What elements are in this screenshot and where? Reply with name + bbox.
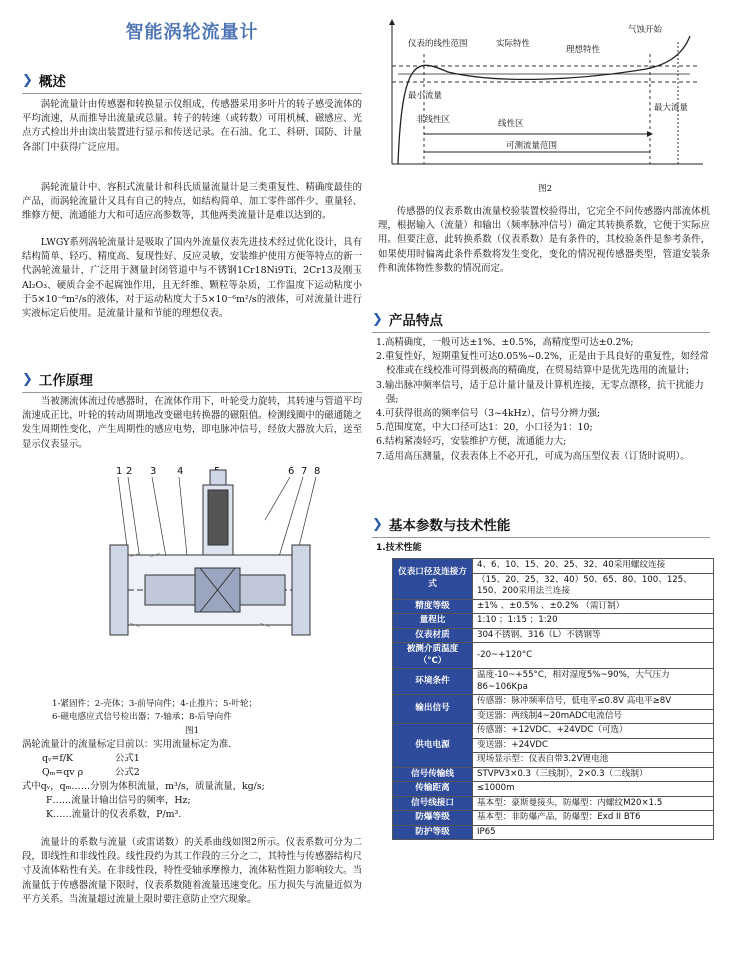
param-name: 仪表口径及连接方式	[393, 559, 473, 600]
param-value: -20~+120°C	[473, 643, 714, 669]
param-name: 防爆等级	[393, 811, 473, 826]
section-title: 产品特点	[388, 313, 443, 329]
param-value: ±1% 、±0.5% 、±0.2% （需订制）	[473, 599, 714, 614]
fig1-legend-line1: 1-紧固件；2-壳体；3-前导向件；4-止推片；5-叶轮；	[52, 699, 258, 709]
table-row	[393, 695, 714, 710]
param-value: 1:10 ；1:15 ；1:20	[473, 614, 714, 629]
fig-num-3: 3	[150, 466, 157, 477]
param-name: 环境条件	[393, 669, 473, 695]
section-overview-heading	[22, 70, 362, 94]
formula-1-label: 公式1	[115, 753, 140, 764]
param-value: 变送器：+24VDC	[473, 738, 714, 753]
param-name: 防护等级	[393, 825, 473, 840]
tech-table-wrap	[392, 558, 714, 840]
section-title: 概述	[38, 74, 66, 90]
table-row	[393, 669, 714, 695]
table-row	[393, 825, 714, 840]
table-row	[393, 782, 714, 797]
table-row	[393, 628, 714, 643]
param-value: 现场显示型：仪表自带3.2V锂电池	[473, 753, 714, 768]
fig2-caption: 图2	[538, 184, 553, 194]
feature-item: 2.重复性好，短期重复性可达0.05%~0.2%，正是由于具良好的重复性，如经常校准或在线校准可得到极高的精确度，在贸易结算中是优先选用的流量计;	[376, 351, 709, 377]
feature-item: 4.可获得很高的频率信号（3~4kHz），信号分辨力强;	[376, 408, 601, 420]
page-title: 智能涡轮流量计	[125, 22, 259, 43]
param-name: 信号传输线	[393, 767, 473, 782]
param-value: 4、6、10、15、20、25、32、40采用螺纹连接	[473, 559, 714, 574]
param-name: 量程比	[393, 614, 473, 629]
param-value: 304不锈钢、316（L）不锈钢等	[473, 628, 714, 643]
param-name: 仪表材质	[393, 628, 473, 643]
feature-item: 1.高精确度，一般可达±1%、±0.5%，高精度型可达±0.2%;	[376, 337, 634, 348]
overview-para-2: 涡轮流量计中、容积式流量计和科氏质量流量计是三类重复性、精确度最佳的产品，而涡轮流量计又具有自己的特点，如结构简单、加工零件部件少、重量轻、维修方便、流通能力大和可适应高参数等，其他两类流量计是难以达到的。	[22, 182, 362, 222]
feature-item: 3.输出脉冲频率信号，适于总计量计量及计算机连接，无零点漂移，抗干扰能力强;	[376, 379, 704, 405]
param-name: 输出信号	[393, 695, 473, 724]
fig1-legend-line2: 6-磁电感应式信号检出器；7-轴承；8-后导向件	[52, 712, 232, 722]
principle-para: 当被测流体流过传感器时，在流体作用下，叶轮受力旋转，其转速与管道平均流速成正比，叶轮的转动周期地改变磁电转换器的磁阻值。检测线圈中的磁通随之发生周期性变化，产生周期性的感应电势，即电脉冲信号，经放大器放大后，送至显示仪表显示。	[22, 396, 362, 450]
param-value: 传感器：脉冲频率信号，低电平≤0.8V 高电平≥8V	[473, 695, 714, 710]
feature-item: 6.结构紧凑轻巧，安装维护方便，流通能力大;	[376, 436, 567, 448]
table-row	[393, 796, 714, 811]
bottom-para: 流量计的系数与流量（或雷诺数）的关系曲线如图2所示。仪表系数可分为二段，即线性和非线性段。线性段约为其工作段的三分之二，其特性与传感器结构尺寸及流体粘性有关。在非线性段，特性受轴承摩擦力，流体粘性阻力影响较大。当流量低于传感器流量下限时，仪表系数随着流量迅速变化。压力损失与流量近似为平方关系。当流量超过流量上限时要注意防止空穴现象。	[22, 837, 362, 905]
table-row	[393, 724, 714, 739]
features-list	[376, 336, 710, 464]
param-name: 被测介质温度（°C）	[393, 643, 473, 669]
param-value: 基本型：非防爆产品，防爆型：Exd II BT6	[473, 811, 714, 826]
feature-item: 5.范围度宽，中大口径可达1：20，小口径为1：10;	[376, 422, 593, 434]
fig1-caption: 图1	[185, 726, 200, 736]
param-value: STVPV3×0.3（三线制），2×0.3（二线制）	[473, 767, 714, 782]
fig-num-1: 1	[116, 466, 123, 477]
table-row	[393, 559, 714, 574]
chevron-right-icon: ❯	[372, 516, 383, 532]
param-value: 基本型：豪斯曼接头，防爆型：内螺纹M20×1.5	[473, 796, 714, 811]
chevron-right-icon: ❯	[372, 311, 383, 327]
section-title: 工作原理	[38, 373, 93, 389]
fig-num-2: 2	[126, 466, 133, 477]
param-value: 温度-10~+55°C，相对湿度5%~90%，大气压力86~106Kpa	[473, 669, 714, 695]
section-params-heading	[372, 514, 710, 538]
fig-num-8: 8	[314, 466, 320, 477]
chevron-right-icon: ❯	[22, 72, 33, 88]
param-value: IP65	[473, 825, 714, 840]
fig2-label-cavitation: 气蚀开始	[628, 25, 663, 35]
overview-para-1: 涡轮流量计由传感器和转换显示仪组成，传感器采用多叶片的转子感受流体的平均流速，从而推导出流量或总量。转子的转速（或转数）可用机械、磁感应、光点方式检出并由读出装置进行显示和传送记录。在石油、化工、科研、国防、计量各部门中获得广泛应用。	[22, 99, 362, 153]
param-name: 精度等级	[393, 599, 473, 614]
param-name: 供电电源	[393, 724, 473, 768]
fig2-label-measurable: 可测流量范围	[506, 141, 558, 151]
table-row	[393, 767, 714, 782]
feature-item: 7.适用高压测量，仪表表体上不必开孔，可成为高压型仪表（订货时说明）。	[376, 450, 690, 462]
fig2-label-min: 最小流量	[408, 91, 443, 101]
section-features-heading	[372, 309, 710, 333]
fig-num-7: 7	[301, 466, 308, 477]
fig2-label-actual: 实际特性	[496, 39, 531, 49]
formula-desc-3: K……流量计的仪表系数，P/m³.	[46, 809, 182, 820]
fig-num-6: 6	[288, 466, 295, 477]
section-principle-heading	[22, 369, 362, 393]
turbine-diagram	[60, 460, 320, 700]
param-name: 信号线接口	[393, 796, 473, 811]
formula-2-label: 公式2	[115, 767, 140, 778]
table-row	[393, 614, 714, 629]
table-row	[393, 811, 714, 826]
param-value: ≤1000m	[473, 782, 714, 797]
table-row	[393, 599, 714, 614]
fig2-label-nonlinear: 非线性区	[416, 115, 451, 125]
formula-desc-1: 式中qᵥ，qₘ……分别为体积流量，m³/s，质量流量，kg/s;	[22, 781, 265, 792]
right-para: 传感器的仪表系数由流量校验装置校验得出，它完全不问传感器内部流体机理，根据输入（流量）和输出（频率脉冲信号）确定其转换系数，它便于实际应用。但要注意，此转换系数（仪表系数）是有条件的，其校验条件是参考条件，如果使用时偏离此条件系数将发生变化，变化的情况视传感器类型，管道安装条件和流体物性参数的情况而定。	[378, 206, 710, 274]
chevron-right-icon: ❯	[22, 371, 33, 387]
param-value: （15、20、25、32、40）50、65、80、100、125、150、200采用法兰连接	[473, 573, 714, 599]
formula-intro: 涡轮流量计的流量标定目前以：实用流量标定为准.	[22, 739, 232, 750]
param-name: 传输距离	[393, 782, 473, 797]
formula-1: qᵥ=f/K	[42, 753, 73, 764]
table-row	[393, 643, 714, 669]
fig-num-4: 4	[177, 466, 184, 477]
fig2-label-ideal: 理想特性	[566, 45, 601, 55]
tech-table	[392, 558, 714, 840]
param-value: 传感器：+12VDC、+24VDC（可选）	[473, 724, 714, 739]
formula-desc-2: F……流量计输出信号的频率，Hz;	[46, 795, 191, 806]
fig2-label-linear-zone: 线性区	[498, 119, 524, 129]
fig2-label-linear: 仪表的线性范围	[408, 39, 468, 49]
curve-diagram	[378, 14, 708, 174]
param-value: 变送器：两线制4~20mADC电流信号	[473, 709, 714, 724]
formula-2: Qₘ=qv ρ	[42, 767, 84, 778]
fig2-label-max: 最大流量	[654, 103, 689, 113]
section-title: 基本参数与技术性能	[388, 518, 511, 534]
tech-title: 1.技术性能	[376, 543, 422, 553]
overview-para-3: LWGY系列涡轮流量计是吸取了国内外流量仪表先进技术经过优化设计，具有结构简单、轻巧、精度高、复现性好、反应灵敏，安装维护使用方便等特点的新一代涡轮流量计，广泛用于测量封闭管道中与不锈钢1Cr18Ni9Ti、2Cr13及刚玉Al₂O₃、硬质合金不起腐蚀作用，且无纤维、颗粒等杂质，工作温度下运动粘度小于5×10⁻⁶m²/s的液体，对于运动粘度大于5×10⁻⁶m²/s的液体，可对流量计进行实液标定后使用。是流量计量和节能的理想仪表。	[22, 237, 362, 320]
